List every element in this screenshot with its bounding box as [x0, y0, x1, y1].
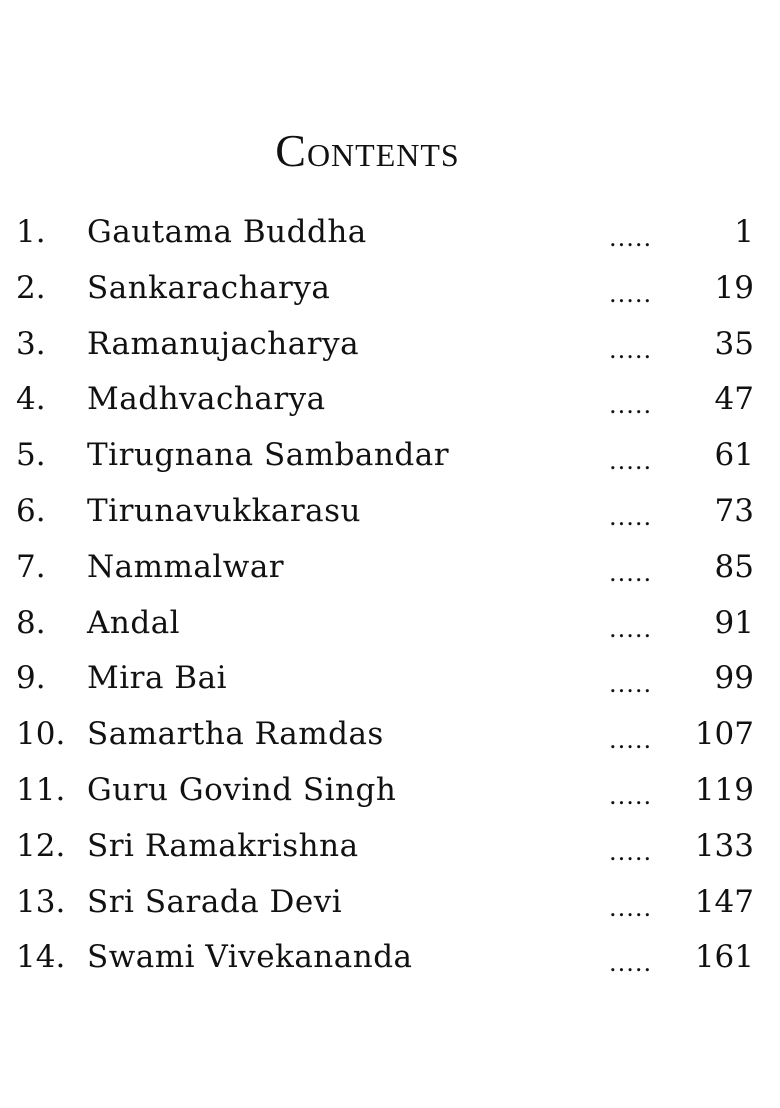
- toc-entry: [0, 549, 780, 605]
- entry-title: Guru Govind Singh: [87, 771, 397, 808]
- leader-dots: .....: [609, 670, 653, 699]
- entry-title: Sankaracharya: [87, 269, 331, 306]
- entry-number: 14.: [16, 939, 66, 976]
- leader-dots: .....: [609, 391, 653, 420]
- entry-number: 9.: [16, 660, 46, 697]
- toc-entry: [0, 716, 780, 772]
- toc-entry: [0, 270, 780, 326]
- page-number: 91: [714, 604, 754, 641]
- page-number: 73: [714, 492, 754, 529]
- leader-dots: .....: [609, 837, 653, 866]
- page-number: 119: [694, 771, 754, 808]
- leader-dots: .....: [609, 726, 653, 755]
- entry-title: Tirunavukkarasu: [87, 492, 362, 529]
- leader-dots: .....: [609, 781, 653, 810]
- entry-title: Gautama Buddha: [87, 214, 367, 250]
- entry-number: 11.: [16, 771, 66, 808]
- page-number: 107: [694, 716, 754, 753]
- entry-number: 8.: [16, 604, 46, 641]
- entry-title: Nammalwar: [87, 548, 285, 585]
- entry-number: 12.: [16, 827, 66, 864]
- entry-number: 3.: [16, 325, 46, 362]
- page-number: 161: [694, 939, 754, 976]
- entry-title: Sri Ramakrishna: [87, 827, 359, 864]
- entry-title: Ramanujacharya: [87, 325, 360, 362]
- entry-number: 7.: [16, 548, 46, 585]
- toc-entry: [0, 939, 780, 995]
- entry-title: Andal: [87, 604, 181, 641]
- toc-entry: [0, 772, 780, 828]
- entry-number: 10.: [16, 716, 66, 753]
- toc-entry: [0, 381, 780, 437]
- toc-entry: [0, 326, 780, 382]
- entry-number: 1.: [16, 214, 46, 250]
- leader-dots: .....: [609, 614, 653, 643]
- page-number: 99: [714, 660, 754, 697]
- entry-number: 2.: [16, 269, 46, 306]
- leader-dots: .....: [609, 893, 653, 922]
- entry-title: Tirugnana Sambandar: [87, 437, 450, 474]
- leader-dots: .....: [609, 447, 653, 476]
- entry-title: Mira Bai: [87, 660, 227, 697]
- leader-dots: .....: [609, 279, 653, 308]
- page-number: 147: [694, 883, 754, 920]
- leader-dots: .....: [609, 224, 653, 252]
- toc-entry: [0, 493, 780, 549]
- entry-title: Sri Sarada Devi: [87, 883, 343, 920]
- page-number: 61: [714, 437, 754, 474]
- toc-entry: [0, 605, 780, 661]
- toc-entry: [0, 828, 780, 884]
- toc-entry: [0, 660, 780, 716]
- entry-number: 5.: [16, 437, 46, 474]
- toc-entry: [0, 437, 780, 493]
- page-number: 47: [714, 381, 754, 418]
- page-number: 19: [714, 269, 754, 306]
- table-of-contents: [0, 214, 780, 995]
- leader-dots: .....: [609, 502, 653, 531]
- entry-number: 6.: [16, 492, 46, 529]
- page-number: 85: [714, 548, 754, 585]
- toc-entry: [0, 884, 780, 940]
- entry-title: Madhvacharya: [87, 381, 326, 418]
- page-title: Contents: [275, 125, 460, 176]
- page-number: 133: [694, 827, 754, 864]
- entry-number: 13.: [16, 883, 66, 920]
- page-number: 1: [734, 214, 754, 250]
- page-number: 35: [714, 325, 754, 362]
- leader-dots: .....: [609, 335, 653, 364]
- leader-dots: .....: [609, 949, 653, 978]
- entry-title: Samartha Ramdas: [87, 716, 384, 753]
- entry-title: Swami Vivekananda: [87, 939, 413, 976]
- entry-number: 4.: [16, 381, 46, 418]
- toc-entry: [0, 214, 780, 270]
- leader-dots: .....: [609, 558, 653, 587]
